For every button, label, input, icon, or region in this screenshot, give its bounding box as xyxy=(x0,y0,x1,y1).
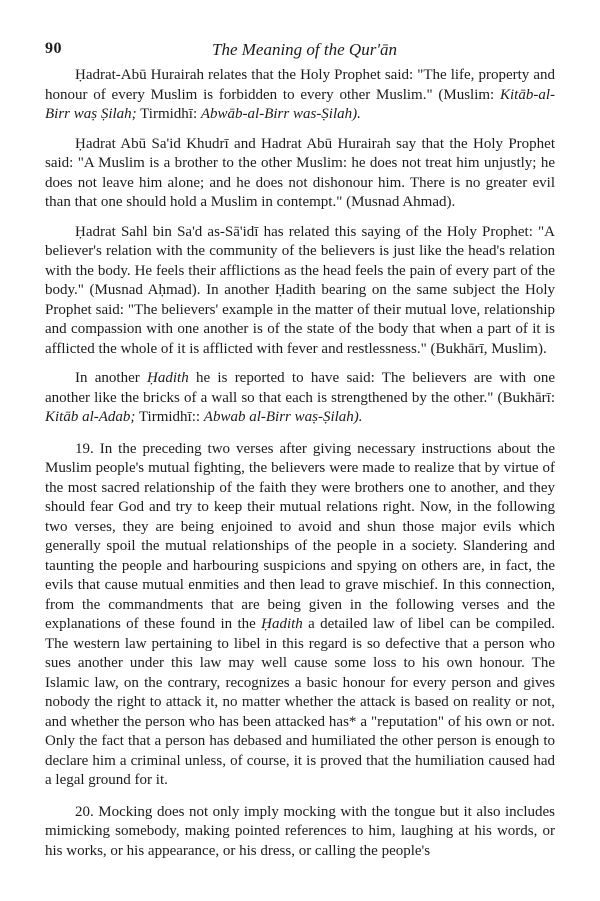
italic-term: Ḥadith xyxy=(261,616,303,632)
paragraph-hadith-abu-hurairah xyxy=(45,66,555,125)
italic-citation: Abwab al-Birr waṣ-Ṣilah). xyxy=(203,409,363,425)
text-run: Ḥadrat Abū Sa'id Khudrī and Hadrat Abū Hurairah say that the Holy Prophet said: "A Muslim is a brother to the other Muslim: he does not treat him unjustly; he does not leave him alone; and he does not dishonour him. There is no greater evil than that one should hold a Muslim in contempt." (Musnad Ahmad). xyxy=(45,135,555,210)
text-run: 20. Mocking does not only imply mocking with the tongue but it also includes mimicking somebody, making pointed references to him, laughing at his words, or his works, or his appearance, or his dress, or calling the people's xyxy=(45,803,555,859)
page-number: 90 xyxy=(45,40,62,57)
text-run: he is reported to have said: The believers are with one another like the bricks of a wall so that each is strengthened by the other." (Bukhārī: xyxy=(45,370,555,406)
italic-citation: Kitāb-al-Birr waṣ Ṣilah; xyxy=(45,86,555,122)
text-run: Ḥadrat Sahl bin Sa'd as-Sā'idī has related this saying of the Holy Prophet: "A believer's relation with the community of the believers is just like the head's relation with the body. He feels their afflictions as the head feels the pain of every part of the body." (Musnad Aḥmad). In another Ḥadith bearing on the same subject the Holy Prophet said: "The believers' example in the matter of their mutual love, relationship and compassion with one another is of the state of the body that when a part of it is afflicted the whole of it is afflicted with fever and restlessness." (Bukhārī, Muslim). xyxy=(45,223,555,357)
text-run: Tirmidhī: xyxy=(136,106,201,122)
text-run: Ḥadrat-Abū Hurairah relates that the Holy Prophet said: "The life, property and honour of every Muslim is forbidden to every other Muslim." (Muslim: xyxy=(45,67,555,103)
italic-term: Ḥadith xyxy=(147,370,189,386)
running-header xyxy=(0,40,600,64)
paragraph-hadith-abu-said xyxy=(45,135,555,213)
italic-citation: Abwāb-al-Birr was-Ṣilah). xyxy=(200,106,361,122)
paragraph-hadith-bricks-of-wall xyxy=(45,369,555,428)
text-run: Tirmidhī:: xyxy=(135,409,204,425)
text-run: 19. In the preceding two verses after giving necessary instructions about the Muslim people's mutual fighting, the believers were made to realize that by virtue of the most sacred relationship of the faith they were brothers one to another, and they should fear God and try to keep their mutual relations right. Now, in the following two verses, they are being enjoined to avoid and shun those major evils which generally spoil the mutual relationships of the people in a society. Slandering and taunting the people and harbouring suspicions and spying on others are, in fact, the evils that cause mutual enmities and then lead to grave mischief. In this connection, from the commandments that are being given in the following verses and the explanations of these found in the xyxy=(45,440,555,632)
text-run: In another xyxy=(75,370,148,386)
text-run: a detailed law of libel can be compiled. The western law pertaining to libel in this regard is so defective that a person who sues another under this law may well cause some loss to his own honour. The Islamic law, on the contrary, recognizes a basic honour for every person and gives nobody the right to attack it, no matter whether the attack is based on reality or not, and whether the person who has been attacked has* a "reputation" of his own or not. Only the fact that a person has debased and humiliated the other person is enough to declare him a criminal unless, of course, it is proved that the humiliation caused had a legal ground for it. xyxy=(45,616,555,788)
paragraph-note-19 xyxy=(45,440,555,791)
book-title: The Meaning of the Qur'ān xyxy=(212,40,397,59)
italic-citation: Kitāb al-Adab; xyxy=(45,409,136,425)
paragraph-note-20 xyxy=(45,803,555,862)
paragraph-hadith-sahl-bin-sad xyxy=(45,223,555,360)
body-text xyxy=(45,66,555,871)
